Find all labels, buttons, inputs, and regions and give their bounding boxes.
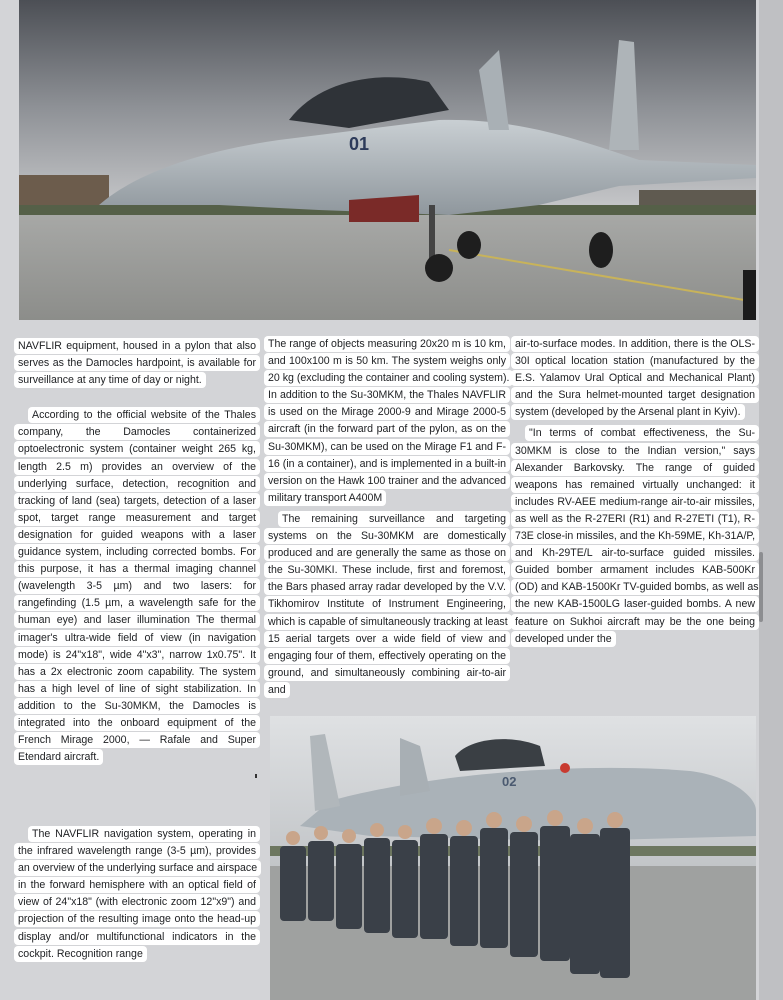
photo-su30mkm-aircraft	[19, 0, 756, 320]
paragraph: The NAVFLIR navigation system, operating in the infrared wavelength range (3-5 µm), provides an overview of the underlying surface and airspace in the forward hemisphere with an optical field of view of 24"x18" (with electronic zoom 12"x9") and projection of the resulting image onto the head-up display and/or multifunctional indicators in the cockpit. Recognition range	[14, 826, 260, 963]
paragraph: The range of objects measuring 20x20 m is 10 km, and 100x100 m is 50 km. The system weighs only 20 kg (excluding the container and cooling system). In addition to the Su-30MKM, the Thales NAVFLIR is used on the Mirage 2000-9 and Mirage 2000-5 aircraft (in the forward part of the pylon, as on the Su-30MKM), can be used on the Mirage F1 and F-16 (in a container), and is implemented in a built-in version on the Hawk 100 trainer and the advanced military transport A400M	[264, 336, 510, 507]
paragraph: NAVFLIR equipment, housed in a pylon that also serves as the Damocles hardpoint, is available for surveillance at any time of day or night.	[14, 338, 260, 389]
margin-mark	[255, 774, 257, 778]
paragraph: air-to-surface modes. In addition, there is the OLS-30I optical location station (manufactured by the E.S. Yalamov Ural Optical and Mechanical Plant) and the Sura helmet-mounted target designation system (developed by the Arsenal plant in Kyiv).	[511, 336, 759, 421]
paragraph: "In terms of combat effectiveness, the Su-30MKM is close to the Indian version," says Alexander Barkovsky. The range of guided weapons has remained virtually unchanged: it includes RV-AEE medium-range air-to-air missiles, as well as the R-27ERI (R1) and R-27ETI (T1), R-73E close-in missiles, and the Kh-59ME, Kh-31A/P, and Kh-29TE/L air-to-surface guided missiles. Guided bomber armament includes KAB-500Kr (OD) and KAB-1500Kr TV-guided bombs, as well as the new KAB-1500LG laser-guided bombs. A new feature on Sukhoi aircraft may be the one being developed under the	[511, 425, 759, 647]
text-column-2	[264, 336, 510, 699]
scroll-grip[interactable]	[759, 552, 763, 622]
text-column-1	[14, 338, 260, 766]
photo-pilots-group	[270, 716, 756, 1000]
page-edge	[759, 0, 783, 1000]
text-column-3	[511, 336, 759, 648]
paragraph: According to the official website of the Thales company, the Damocles containerized optoelectronic system (container weight 265 kg, length 2.5 m) provides an overview of the underlying surface, detection, recognition and tracking of land (sea) targets, detection of a laser spot, target range measurement and target designation for guided weapons with a laser guidance system, including corrected bombs. For this purpose, it has a thermal imaging channel (wavelength 3-5 µm) and two lasers: for rangefinding (1.5 µm, a wavelength safe for the human eye) and laser illumination The thermal imager's ultra-wide field of view (in navigation mode) is 24"x18", wide 4"x3", narrow 1x0.75". It has a 2x electronic zoom capability. The system has a high level of line of sight stabilization. In addition to the Su-30MKM, the Damocles is integrated into the onboard equipment of the French Mirage 2000, — Rafale and Super Etendard aircraft.	[14, 407, 260, 766]
paragraph: The remaining surveillance and targeting systems on the Su-30MKM are domestically produced and are generally the same as those on the Su-30MKI. These include, first and foremost, the Bars phased array radar developed by the V.V. Tikhomirov Institute of Instrument Engineering, which is capable of simultaneously tracking at least 15 aerial targets over a wide field of view and engaging four of them, effectively operating on the ground, and simultaneously combining air-to-air and	[264, 511, 510, 699]
svg-text:01: 01	[349, 134, 370, 154]
text-column-1-bottom	[14, 826, 260, 963]
svg-text:02: 02	[502, 774, 517, 789]
